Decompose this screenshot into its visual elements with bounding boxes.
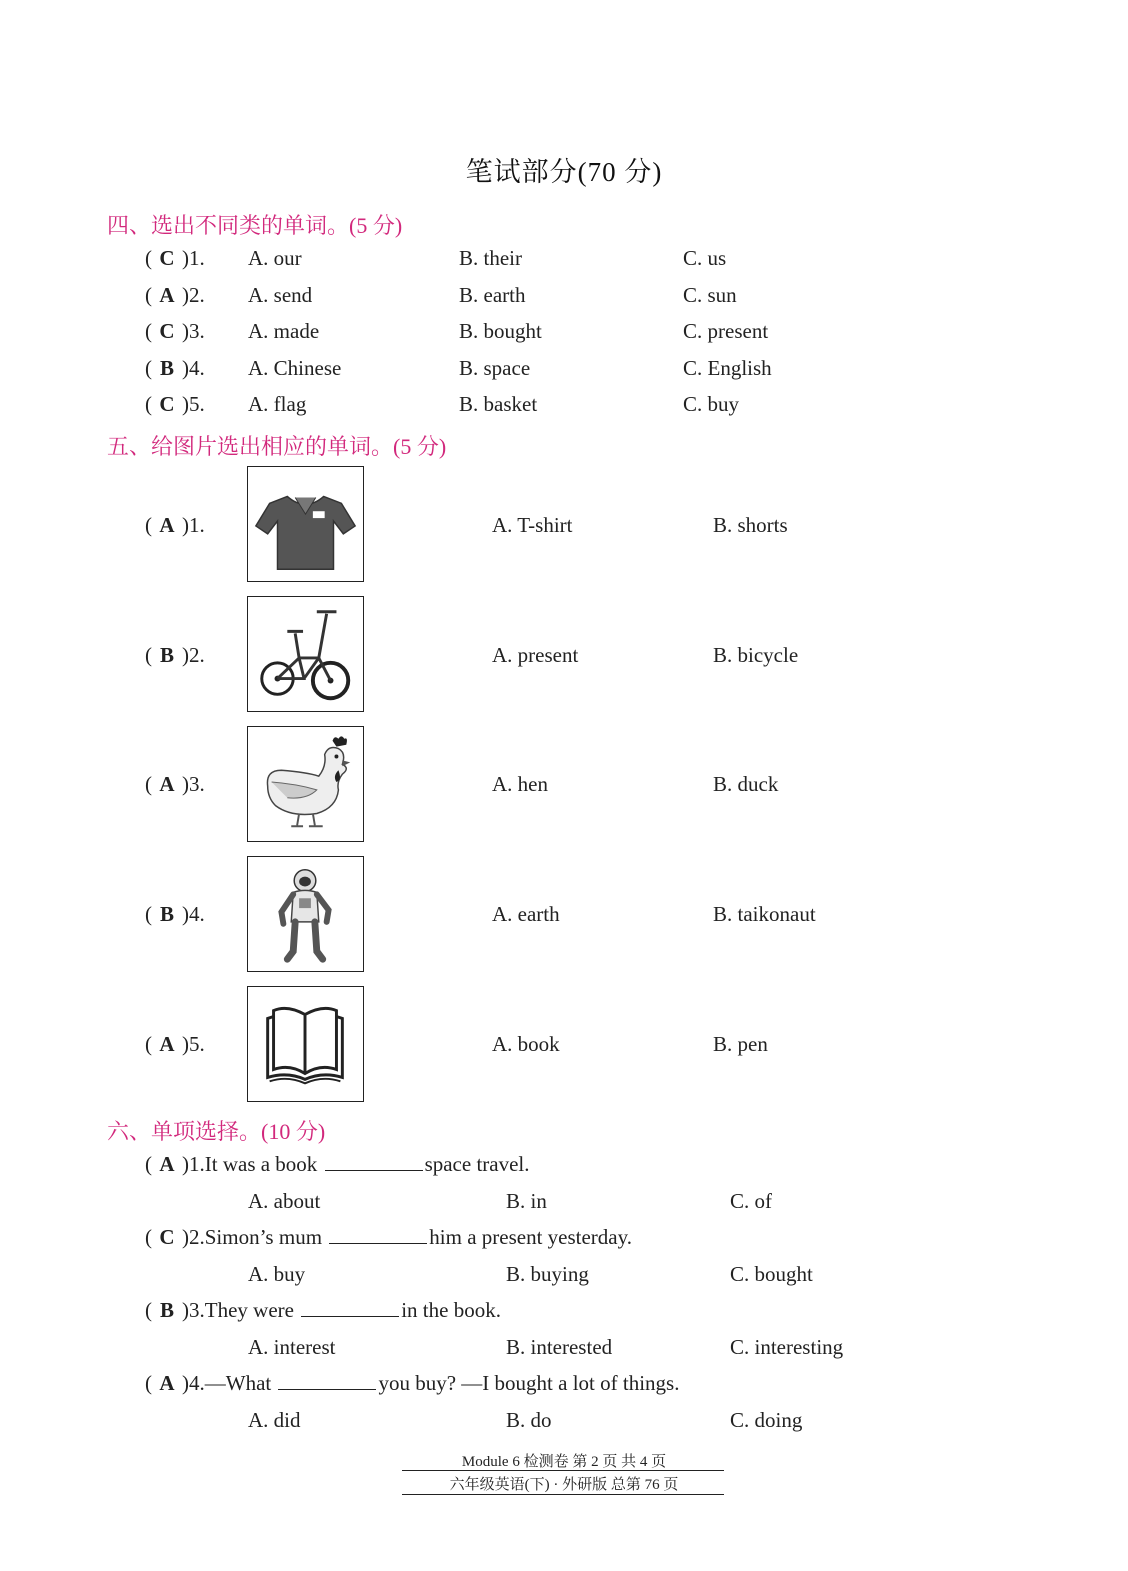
option-b: B. taikonaut xyxy=(713,902,816,926)
option-b: B. bought xyxy=(459,319,542,343)
option-a: A. Chinese xyxy=(248,356,342,380)
option-a: A. hen xyxy=(492,772,548,796)
question-number: )4. xyxy=(182,902,205,926)
option-b: B. space xyxy=(459,356,531,380)
option-c: C. interesting xyxy=(730,1335,844,1359)
page-title: 笔试部分(70 分) xyxy=(465,157,663,187)
option-c: C. us xyxy=(683,246,727,270)
option-a: A. earth xyxy=(492,902,560,926)
question-number: )2. xyxy=(182,1225,205,1249)
option-b: B. bicycle xyxy=(713,643,799,667)
answer: A xyxy=(159,772,175,796)
footer-divider xyxy=(402,1494,724,1495)
option-b: B. earth xyxy=(459,283,526,307)
section-5-question-4: ( B )4. xyxy=(145,902,205,926)
option-c: C. of xyxy=(730,1189,772,1213)
bicycle-picture xyxy=(247,596,364,712)
footer-book-info: 六年级英语(下) · 外研版 总第 76 页 xyxy=(449,1477,679,1493)
option-a: A. buy xyxy=(248,1262,306,1286)
question-stem-start: They were xyxy=(204,1298,294,1322)
answer: B xyxy=(159,356,174,380)
section-5-question-2: ( B )2. xyxy=(145,643,205,667)
option-b: B. pen xyxy=(713,1032,768,1056)
answer: C xyxy=(159,392,175,416)
question-stem-end: in the book. xyxy=(401,1298,501,1322)
answer: A xyxy=(159,283,175,307)
question-stem-end: you buy? —I bought a lot of things. xyxy=(378,1371,680,1395)
answer: B xyxy=(159,643,174,667)
book-picture xyxy=(247,986,364,1102)
option-a: A. did xyxy=(248,1408,301,1432)
option-a: A. interest xyxy=(248,1335,336,1359)
option-c: C. bought xyxy=(730,1262,813,1286)
option-c: C. present xyxy=(683,319,769,343)
answer: C xyxy=(159,319,175,343)
section-5-heading: 五、给图片选出相应的单词。(5 分) xyxy=(107,434,447,459)
option-a: A. made xyxy=(248,319,320,343)
question-number: )5. xyxy=(182,392,205,416)
answer: A xyxy=(159,1032,175,1056)
section-5-question-1: ( A )1. xyxy=(145,513,205,537)
t-shirt-picture xyxy=(247,466,364,582)
option-b: B. do xyxy=(506,1408,552,1432)
footer-divider xyxy=(402,1470,724,1471)
answer: A xyxy=(159,1152,175,1176)
answer: B xyxy=(159,902,174,926)
question-stem-end: him a present yesterday. xyxy=(429,1225,633,1249)
answer: C xyxy=(159,246,175,270)
taikonaut-picture xyxy=(247,856,364,972)
question-number: )1. xyxy=(182,1152,205,1176)
section-6-heading: 六、单项选择。(10 分) xyxy=(107,1119,326,1144)
section-5-question-3: ( A )3. xyxy=(145,772,205,796)
answer: C xyxy=(159,1225,175,1249)
option-c: C. sun xyxy=(683,283,737,307)
answer-blank xyxy=(325,1152,423,1171)
answer-blank xyxy=(278,1371,376,1390)
option-c: C. English xyxy=(683,356,772,380)
question-stem-end: space travel. xyxy=(424,1152,530,1176)
question-number: )3. xyxy=(182,1298,205,1322)
question-number: )5. xyxy=(182,1032,205,1056)
answer-blank xyxy=(301,1298,399,1317)
question-stem-start: It was a book xyxy=(204,1152,318,1176)
question-stem-start: Simon’s mum xyxy=(204,1225,323,1249)
question-number: )1. xyxy=(182,513,205,537)
option-b: B. basket xyxy=(459,392,538,416)
answer: A xyxy=(159,1371,175,1395)
option-c: C. doing xyxy=(730,1408,803,1432)
question-number: )1. xyxy=(182,246,205,270)
option-b: B. interested xyxy=(506,1335,613,1359)
footer-page-info: Module 6 检测卷 第 2 页 共 4 页 xyxy=(461,1454,667,1470)
question-number: )4. xyxy=(182,1371,205,1395)
option-b: B. shorts xyxy=(713,513,788,537)
option-a: A. book xyxy=(492,1032,560,1056)
answer-blank xyxy=(329,1225,427,1244)
section-4-heading: 四、选出不同类的单词。(5 分) xyxy=(107,213,403,238)
question-number: )4. xyxy=(182,356,205,380)
option-b: B. their xyxy=(459,246,522,270)
question-number: )2. xyxy=(182,283,205,307)
answer: B xyxy=(159,1298,174,1322)
hen-picture xyxy=(247,726,364,842)
option-b: B. in xyxy=(506,1189,547,1213)
option-a: A. send xyxy=(248,283,313,307)
option-a: A. flag xyxy=(248,392,307,416)
option-b: B. duck xyxy=(713,772,779,796)
option-b: B. buying xyxy=(506,1262,589,1286)
section-5-question-5: ( A )5. xyxy=(145,1032,205,1056)
option-a: A. about xyxy=(248,1189,321,1213)
option-c: C. buy xyxy=(683,392,740,416)
option-a: A. our xyxy=(248,246,302,270)
option-a: A. present xyxy=(492,643,579,667)
answer: A xyxy=(159,513,175,537)
question-number: )3. xyxy=(182,319,205,343)
option-a: A. T-shirt xyxy=(492,513,573,537)
question-stem-start: —What xyxy=(204,1371,272,1395)
question-number: )3. xyxy=(182,772,205,796)
question-number: )2. xyxy=(182,643,205,667)
